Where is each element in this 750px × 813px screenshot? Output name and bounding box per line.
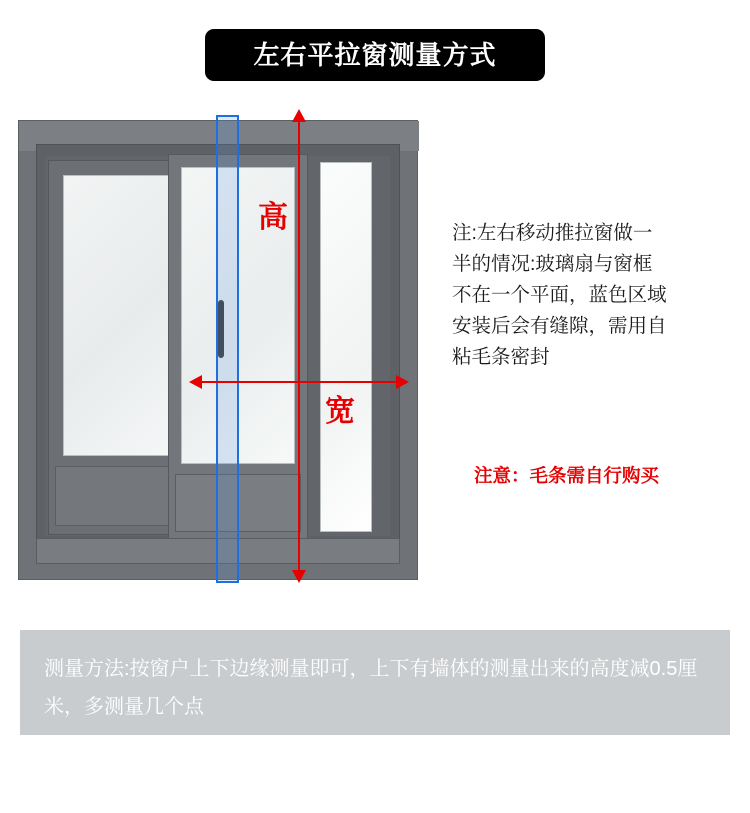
note-line: 注:左右移动推拉窗做一 — [452, 222, 653, 244]
arrow-right-icon — [396, 375, 409, 389]
window-sash-left — [48, 160, 180, 535]
arrow-up-icon — [292, 109, 306, 122]
height-dimension-line — [298, 120, 300, 572]
page-title: 左右平拉窗测量方式 — [253, 40, 497, 70]
notes-block — [452, 218, 724, 373]
note-line: 安装后会有缝隙，需用自 — [452, 315, 667, 337]
note-line: 半的情况:玻璃扇与窗框 — [452, 253, 653, 275]
window-fixed-pane — [320, 162, 372, 532]
note-line: 粘毛条密封 — [452, 346, 550, 368]
purchase-warning-text: 注意：毛条需自行购买 — [474, 465, 660, 486]
note-line: 不在一个平面，蓝色区域 — [452, 284, 667, 306]
width-dimension-label: 宽 — [325, 395, 355, 428]
window-sash-left-bottom-rail — [55, 466, 175, 526]
window-glass-left — [63, 175, 169, 456]
gap-highlight-band — [216, 115, 239, 583]
sliding-window-diagram — [18, 120, 418, 580]
measurement-method-band — [20, 630, 730, 735]
page-title-banner — [205, 29, 545, 81]
arrow-left-icon — [189, 375, 202, 389]
measurement-method-text: 测量方法:按窗户上下边缘测量即可，上下有墙体的测量出来的高度减0.5厘米，多测量几个点 — [44, 658, 698, 718]
height-dimension-label: 高 — [258, 201, 288, 234]
arrow-down-icon — [292, 570, 306, 583]
width-dimension-line — [200, 381, 398, 383]
